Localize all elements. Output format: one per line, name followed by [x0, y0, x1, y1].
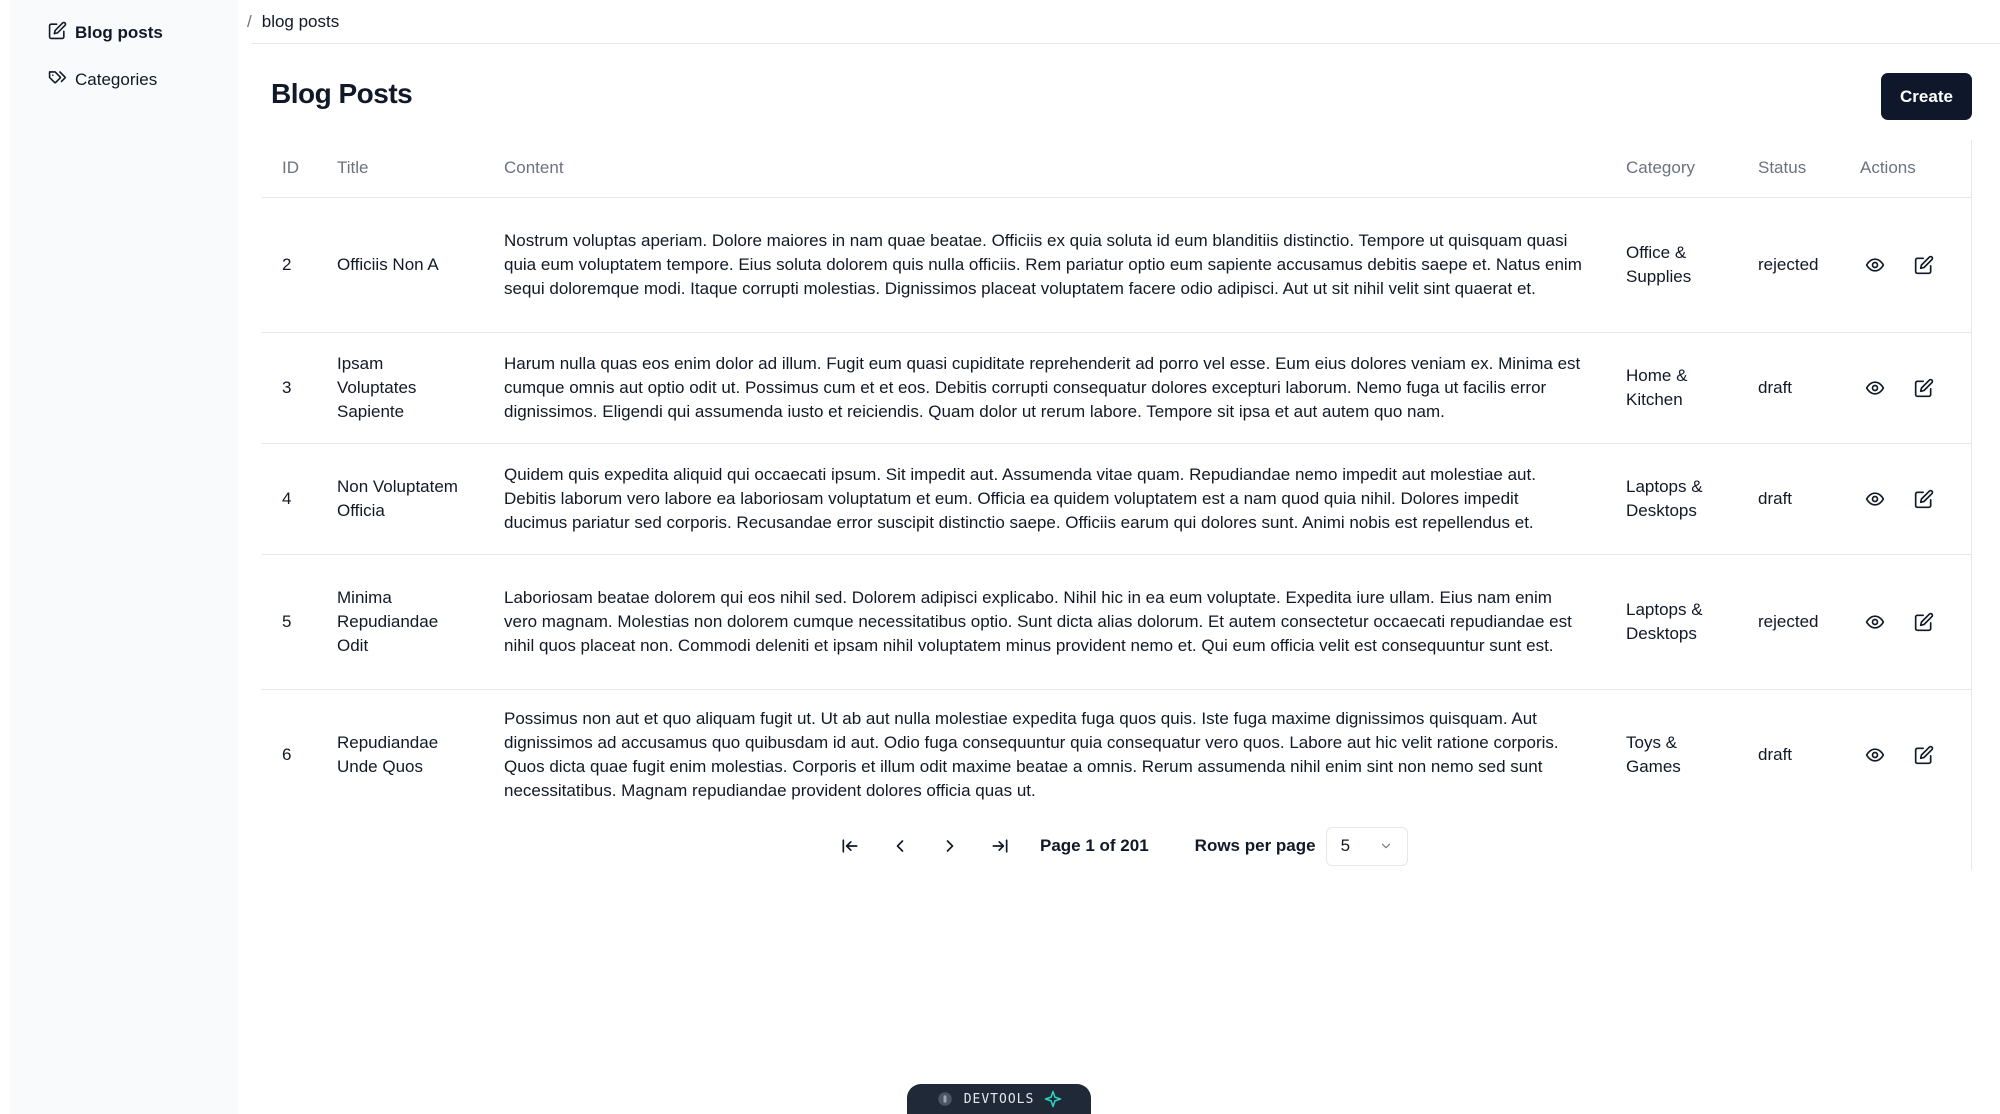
cell-actions — [1840, 554, 1972, 689]
cell-content: Possimus non aut et quo aliquam fugit ut. Ut ab aut nulla molestiae expedita fuga quos quis. Iste fuga maxime dignissimos quisquam. Aut dignissimos ad accusamus quo quibusdam id aut. Odio fuga consequuntur quia consequatur vero quos. Labore aut hic velit ratione corporis. Quos dicta quae fugit enim molestias. Corporis et illum odit maxime beatae a omnis. Rerum assumenda nihil enim sint non nemo sed sunt necessitatibus. Magnam repudiandae provident dolores officia quas ut. — [504, 709, 1559, 801]
column-header-actions: Actions — [1840, 140, 1972, 197]
edit-button[interactable] — [1909, 484, 1939, 514]
cell-id: 2 — [262, 197, 317, 332]
table-row — [262, 554, 1972, 689]
cell-content: Quidem quis expedita aliquid qui occaecati ipsum. Sit impedit aut. Assumenda vitae quam. Repudiandae nemo impedit aut molestiae aut. Debitis laborum vero labore ea laboriosam voluptatum et eum. Officia ea quidem voluptatem est a nam quod quia nihil. Dolores impedit ducimus pariatur sed corporis. Recusandae error suscipit distinctio saepe. Officiis earum qui dolores sunt. Animi nobis est repellendus et. — [484, 443, 1606, 554]
view-button[interactable] — [1860, 484, 1890, 514]
table-row — [262, 443, 1972, 554]
cell-id: 6 — [282, 745, 292, 765]
cell-actions — [1840, 332, 1972, 443]
cell-actions — [1840, 689, 1972, 821]
sidebar-item-label: Categories — [75, 70, 158, 89]
edit-button[interactable] — [1909, 373, 1939, 403]
edit-icon — [1914, 255, 1934, 275]
page-indicator: Page 1 of 201 — [1040, 836, 1149, 855]
cell-status: rejected — [1738, 554, 1840, 689]
eye-icon — [1865, 612, 1885, 632]
rows-per-page-select[interactable] — [1326, 827, 1408, 866]
cell-title: Non Voluptatem Officia — [317, 443, 484, 554]
cell-content: Nostrum voluptas aperiam. Dolore maiores in nam quae beatae. Officiis ex quia soluta id eum blanditiis distinctio. Tempore ut quisquam quasi quia eum voluptatem tempore. Eius soluta dolorem quis nulla officiis. Rem pariatur optio eum sapiente accusamus debitis saepe et. Natus enim sequi doloremque modi. Itaque corrupti molestias. Dignissimos placeat voluptatem facere odio adipisci. Aut ut sit nihil velit sint quaerat et. — [484, 197, 1606, 332]
cell-status: rejected — [1738, 197, 1840, 332]
sparkle-icon — [1044, 1090, 1062, 1108]
view-button[interactable] — [1860, 740, 1890, 770]
cell-id: 5 — [262, 554, 317, 689]
table-row — [262, 332, 1972, 443]
eye-icon — [1865, 489, 1885, 509]
last-page-button[interactable] — [980, 826, 1020, 866]
devtools-label: DEVTOOLS — [963, 1091, 1035, 1107]
table-header-row — [262, 140, 1972, 197]
breadcrumb — [247, 10, 339, 34]
next-page-button[interactable] — [930, 826, 970, 866]
page-title: Blog Posts — [271, 78, 413, 109]
cell-category: Toys & Games — [1626, 733, 1681, 777]
edit-icon — [48, 21, 67, 45]
cell-title: Officiis Non A — [317, 197, 484, 332]
column-header-status: Status — [1738, 140, 1840, 197]
cell-actions — [1840, 443, 1972, 554]
edit-button[interactable] — [1909, 607, 1939, 637]
devtools-logo-icon — [936, 1090, 954, 1108]
table-row — [262, 689, 1972, 821]
edit-icon — [1914, 489, 1934, 509]
cell-actions — [1840, 197, 1972, 332]
tags-icon — [48, 68, 67, 92]
cell-content: Harum nulla quas eos enim dolor ad illum. Fugit eum quasi cupiditate reprehenderit ad porro vel esse. Eum eius dolores veniam ex. Minima est cumque omnis aut optio odit ut. Possimus cum et et eos. Debitis corrupti consequatur dolores excepturi laborum. Nemo fuga ut facilis error dignissimos. Eligendi qui assumenda iusto et reiciendis. Quam dolor ut rerum labore. Tempore sit ipsa et aut autem quo nam. — [484, 332, 1606, 443]
cell-id: 4 — [262, 443, 317, 554]
table-row — [262, 197, 1972, 332]
sidebar-item-categories[interactable] — [48, 65, 157, 95]
rows-per-page-label: Rows per page — [1194, 836, 1316, 855]
chevron-left-icon — [890, 836, 910, 856]
sidebar-item-label: Blog posts — [75, 23, 163, 42]
eye-icon — [1865, 745, 1885, 765]
rows-per-page-value: 5 — [1340, 836, 1351, 855]
cell-id: 3 — [262, 332, 317, 443]
breadcrumb-current: blog posts — [261, 12, 340, 31]
eye-icon — [1865, 255, 1885, 275]
view-button[interactable] — [1860, 250, 1890, 280]
pagination — [830, 826, 1408, 866]
sidebar — [10, 0, 238, 1114]
view-button[interactable] — [1860, 373, 1890, 403]
sidebar-item-blog-posts[interactable] — [48, 18, 163, 48]
edit-button[interactable] — [1909, 740, 1939, 770]
view-button[interactable] — [1860, 607, 1890, 637]
column-header-title: Title — [317, 140, 484, 197]
column-header-id: ID — [262, 140, 317, 197]
header-divider — [252, 43, 2000, 44]
blog-posts-table-container — [262, 140, 1972, 870]
cell-category: Laptops & Desktops — [1606, 443, 1738, 554]
first-page-icon — [840, 836, 860, 856]
edit-button[interactable] — [1909, 250, 1939, 280]
eye-icon — [1865, 378, 1885, 398]
blog-posts-table — [262, 140, 1972, 821]
cell-content: Laboriosam beatae dolorem qui eos nihil sed. Dolorem adipisci explicabo. Nihil hic in ea eum voluptate. Expedita iure ullam. Eius nam enim vero magnam. Molestias non dolorem cumque necessitatibus optio. Sunt dicta alias dolorum. Et autem consectetur occaecati repudiandae est nihil quos placeat non. Commodi deleniti et ipsam nihil voluptatem minus provident nemo et. Qui eum officia velit est consequuntur sunt est. — [484, 554, 1606, 689]
devtools-badge[interactable] — [907, 1084, 1091, 1114]
cell-category: Laptops & Desktops — [1606, 554, 1738, 689]
create-button[interactable]: Create — [1881, 73, 1972, 120]
edit-icon — [1914, 745, 1934, 765]
cell-category: Home & Kitchen — [1606, 332, 1738, 443]
edit-icon — [1914, 612, 1934, 632]
chevron-down-icon — [1379, 839, 1393, 853]
cell-status: draft — [1738, 332, 1840, 443]
column-header-category: Category — [1606, 140, 1738, 197]
edit-icon — [1914, 378, 1934, 398]
last-page-icon — [990, 836, 1010, 856]
first-page-button[interactable] — [830, 826, 870, 866]
cell-title: Minima Repudiandae Odit — [317, 554, 484, 689]
cell-title: Ipsam Voluptates Sapiente — [317, 332, 484, 443]
breadcrumb-separator: / — [247, 12, 252, 31]
cell-status: draft — [1758, 745, 1793, 765]
chevron-right-icon — [940, 836, 960, 856]
cell-status: draft — [1738, 443, 1840, 554]
cell-category: Office & Supplies — [1606, 197, 1738, 332]
previous-page-button[interactable] — [880, 826, 920, 866]
cell-title: Repudiandae Unde Quos — [337, 733, 439, 777]
column-header-content: Content — [484, 140, 1606, 197]
